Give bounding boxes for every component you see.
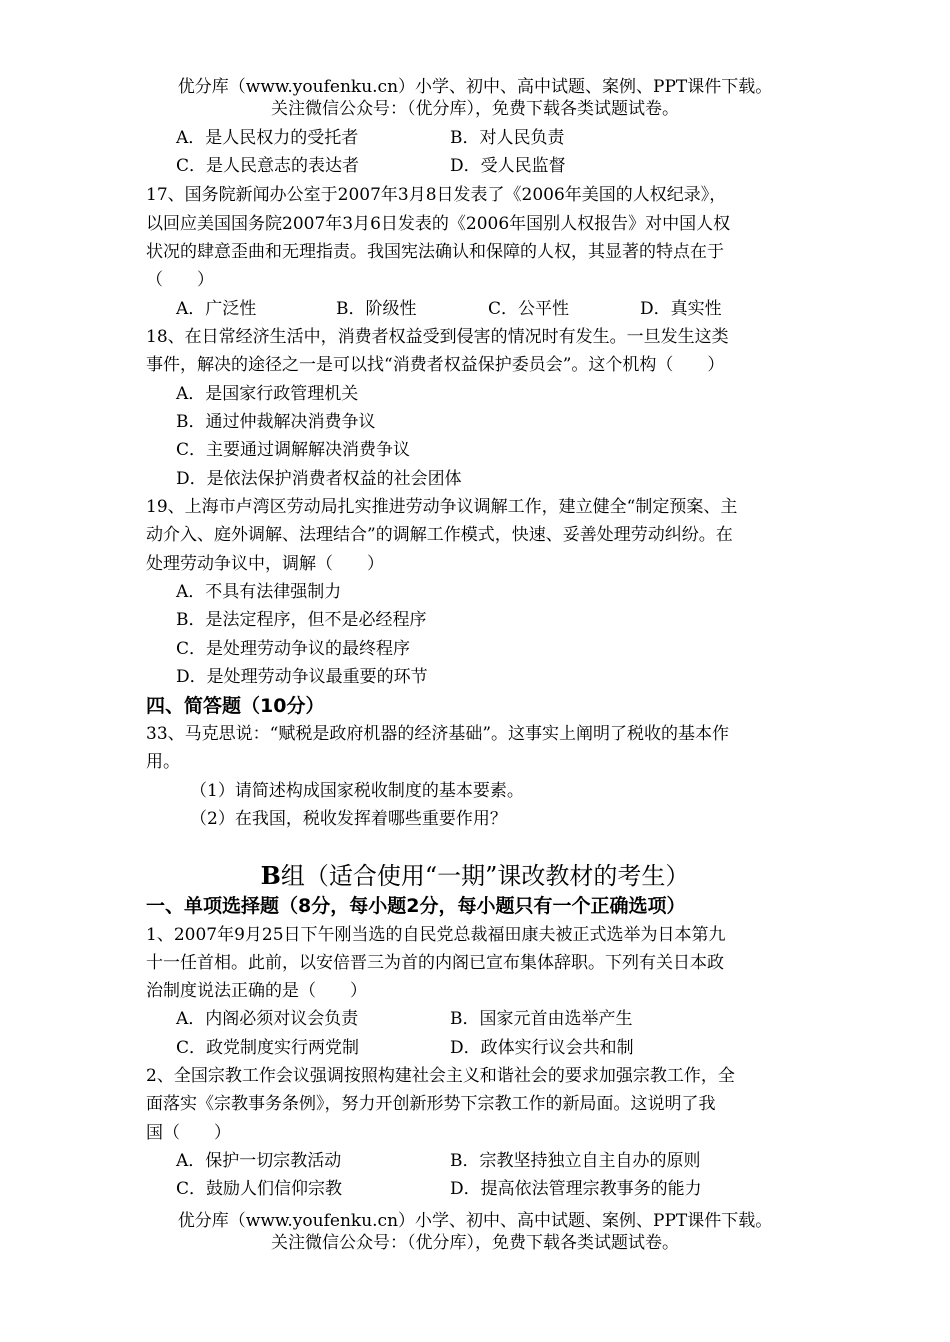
- b-q1-text-line: 十一任首相。此前，以安倍晋三为首的内阁已宣布集体辞职。下列有关日本政: [146, 953, 724, 973]
- b-q1-text-line: 1、2007年9月25日下午刚当选的自民党总裁福田康夫被正式选举为日本第九: [146, 925, 726, 945]
- q17-option-c: C．公平性: [488, 299, 570, 319]
- b-q1-option-c: C．政党制度实行两党制: [176, 1038, 360, 1058]
- header-line-2: 关注微信公众号：（优分库），免费下载各类试题试卷。: [271, 99, 679, 119]
- q18-text-line: 18、在日常经济生活中，消费者权益受到侵害的情况时有发生。一旦发生这类: [146, 327, 729, 347]
- b-q2-text-line: 国（ ）: [146, 1123, 231, 1143]
- q17-text-line: 以回应美国国务院2007年3月6日发表的《2006年国别人权报告》对中国人权: [146, 214, 731, 234]
- q19-option-b: B．是法定程序，但不是必经程序: [176, 610, 427, 630]
- q17-option-d: D．真实性: [640, 299, 722, 319]
- q33-text-line: 33、马克思说：“赋税是政府机器的经济基础”。这事实上阐明了税收的基本作: [146, 724, 730, 744]
- footer-line-2: 关注微信公众号：（优分库），免费下载各类试题试卷。: [271, 1233, 679, 1253]
- b-q2-option-c: C．鼓励人们信仰宗教: [176, 1179, 343, 1199]
- q18-text-line: 事件，解决的途径之一是可以找“消费者权益保护委员会”。这个机构（ ）: [146, 355, 725, 375]
- section-heading-short-answer: 四、简答题（10分）: [146, 695, 325, 717]
- section-heading-single-choice: 一、单项选择题（8分，每小题2分，每小题只有一个正确选项）: [146, 895, 686, 917]
- q17-text-line: （ ）: [146, 270, 214, 290]
- q19-option-c: C．是处理劳动争议的最终程序: [176, 639, 411, 659]
- q33-subquestion-1: （1）请简述构成国家税收制度的基本要素。: [190, 781, 524, 801]
- q18-option-c: C．主要通过调解解决消费争议: [176, 440, 411, 460]
- q19-option-a: A．不具有法律强制力: [176, 582, 342, 602]
- q17-option-a: A．广泛性: [176, 299, 257, 319]
- q16-option-a: A．是人民权力的受托者: [176, 128, 359, 148]
- q19-option-d: D．是处理劳动争议最重要的环节: [176, 667, 428, 687]
- q16-option-d: D．受人民监督: [450, 156, 566, 176]
- group-b-heading: [0, 860, 950, 892]
- b-q2-option-d: D．提高依法管理宗教事务的能力: [450, 1179, 702, 1199]
- b-q2-option-b: B．宗教坚持独立自主自办的原则: [450, 1151, 701, 1171]
- b-q1-option-b: B．国家元首由选举产生: [450, 1009, 633, 1029]
- q17-text-line: 17、国务院新闻办公室于2007年3月8日发表了《2006年美国的人权纪录》，: [146, 185, 727, 205]
- q18-option-b: B．通过仲裁解决消费争议: [176, 412, 376, 432]
- q33-text-line: 用。: [146, 752, 180, 772]
- q18-option-a: A．是国家行政管理机关: [176, 384, 359, 404]
- header-line-1: 优分库（www.youfenku.cn）小学、初中、高中试题、案例、PPT课件下载。: [177, 77, 773, 97]
- q17-option-b: B．阶级性: [336, 299, 417, 319]
- group-b-letter: B: [260, 861, 281, 890]
- q33-subquestion-2: （2）在我国，税收发挥着哪些重要作用？: [190, 809, 507, 829]
- b-q1-option-d: D．政体实行议会共和制: [450, 1038, 634, 1058]
- b-q1-option-a: A．内阁必须对议会负责: [176, 1009, 359, 1029]
- b-q2-text-line: 2、全国宗教工作会议强调按照构建社会主义和谐社会的要求加强宗教工作，全: [146, 1066, 735, 1086]
- b-q1-text-line: 治制度说法正确的是（ ）: [146, 981, 367, 1001]
- q19-text-line: 19、上海市卢湾区劳动局扎实推进劳动争议调解工作，建立健全“制定预案、主: [146, 497, 738, 517]
- b-q2-option-a: A．保护一切宗教活动: [176, 1151, 342, 1171]
- q16-option-b: B．对人民负责: [450, 128, 565, 148]
- q19-text-line: 处理劳动争议中，调解（ ）: [146, 554, 384, 574]
- q19-text-line: 动介入、庭外调解、法理结合”的调解工作模式，快速、妥善处理劳动纠纷。在: [146, 525, 733, 545]
- q16-option-c: C．是人民意志的表达者: [176, 156, 360, 176]
- b-q2-text-line: 面落实《宗教事务条例》，努力开创新形势下宗教工作的新局面。这说明了我: [146, 1094, 716, 1114]
- group-b-title: 组（适合使用“一期”课改教材的考生）: [280, 862, 690, 890]
- q18-option-d: D．是依法保护消费者权益的社会团体: [176, 469, 462, 489]
- q17-text-line: 状况的肆意歪曲和无理指责。我国宪法确认和保障的人权，其显著的特点在于: [146, 242, 724, 262]
- footer-line-1: 优分库（www.youfenku.cn）小学、初中、高中试题、案例、PPT课件下载。: [177, 1211, 773, 1231]
